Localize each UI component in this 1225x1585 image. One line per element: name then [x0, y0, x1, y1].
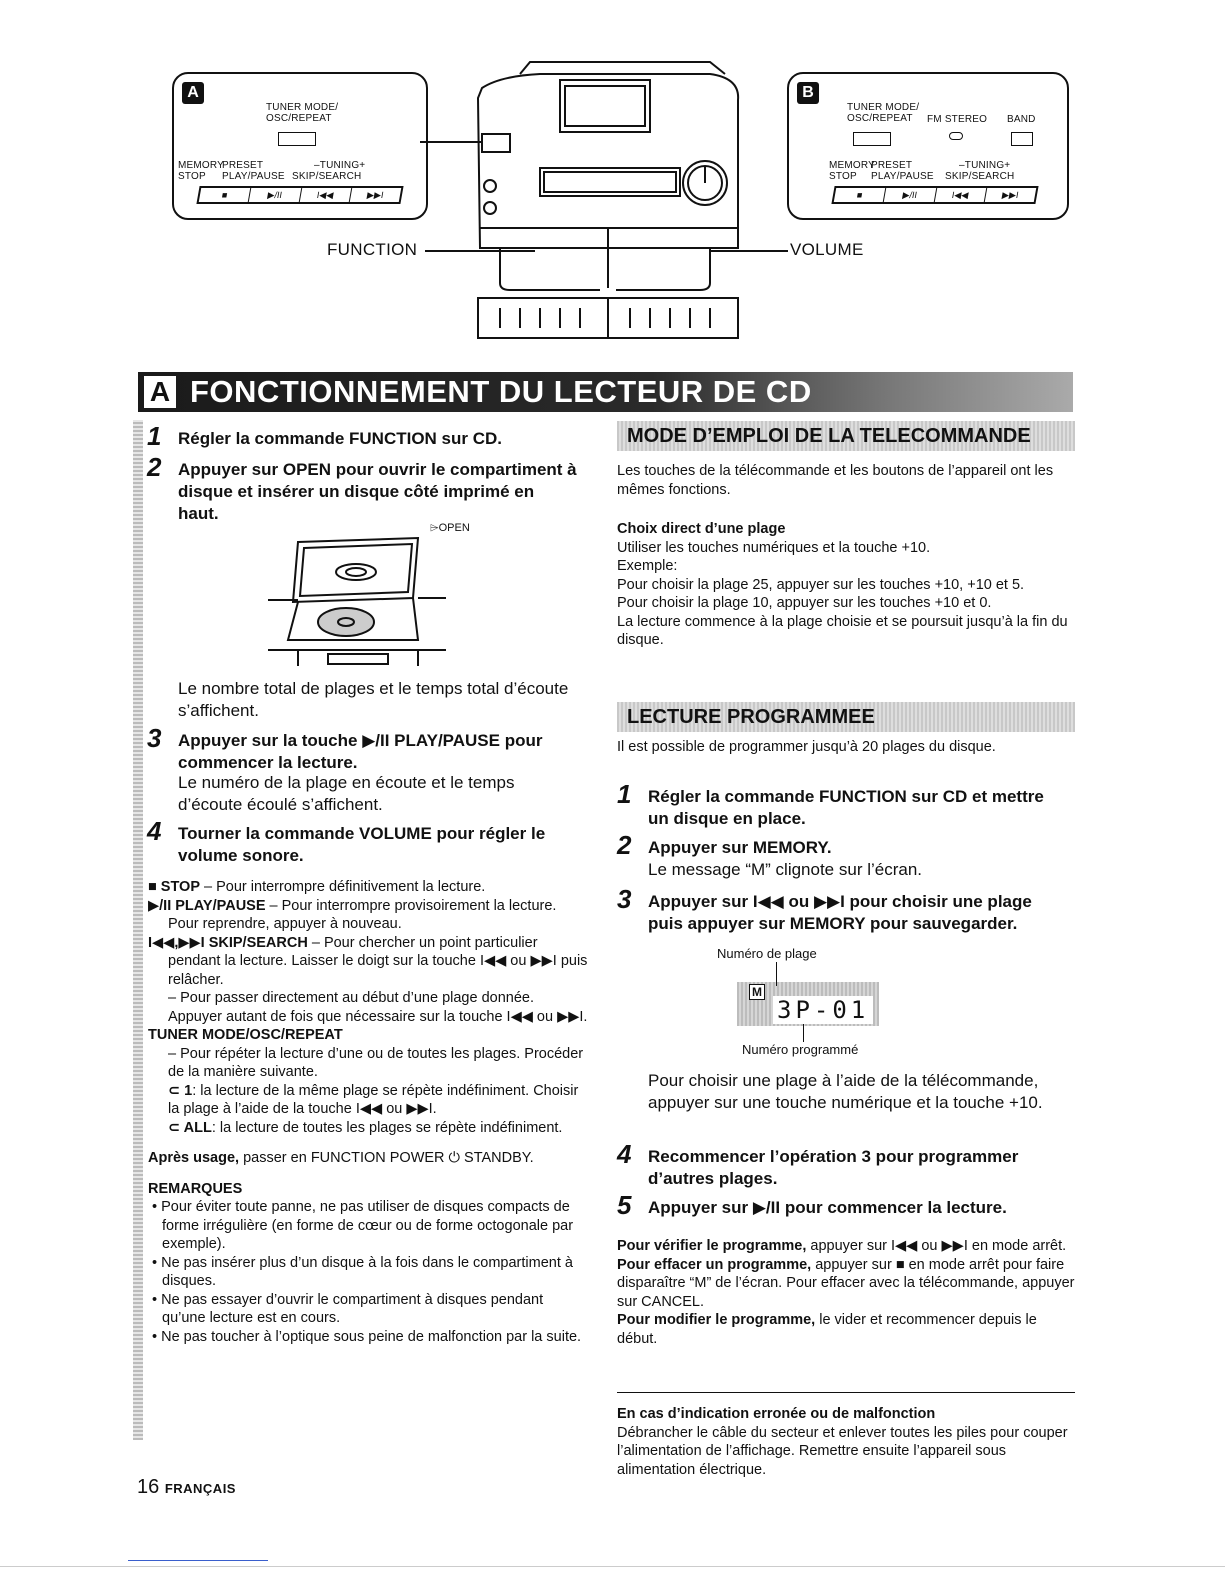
repeat-one-desc	[148, 1082, 588, 1119]
step-1-number: 1	[147, 421, 162, 451]
panel-a-repeat-button	[278, 132, 316, 146]
remark-2: • Ne pas insérer plus d’un disque à la fois dans le compartiment à disques.	[152, 1254, 573, 1289]
panel-b-repeat-button	[853, 132, 891, 146]
tuner-label: TUNER MODE/OSC/REPEAT	[148, 1027, 343, 1043]
lcd-value: 3P-01	[773, 996, 873, 1024]
prog-step-3-text: Appuyer sur I◀◀ ou ▶▶I pour choisir une plage puis appuyer sur MEMORY pour sauvegarder.	[648, 892, 1032, 933]
modify-note	[617, 1311, 1075, 1348]
error-block	[617, 1405, 1075, 1479]
panel-a-memory-stop: MEMORY STOP	[178, 160, 224, 182]
panel-a-tuner-mode: TUNER MODE/	[266, 102, 339, 113]
remark-3: • Ne pas essayer d’ouvrir le compartiment à disques pendant qu’une lecture est en cours.	[152, 1291, 544, 1326]
erase-text: appuyer sur ■ en mode arrêt pour faire disparaître “M” de l’écran. Pour effacer avec la télécommande, appuyer sur CANCEL.	[617, 1256, 1075, 1310]
play-text: – Pour interrompre provisoirement la lecture. Pour reprendre, appuyer à nouveau.	[168, 897, 557, 932]
panel-b-play-button: ▶/II	[884, 188, 937, 202]
prog-step-3-number: 3	[617, 884, 632, 914]
skip-label: I◀◀,▶▶I SKIP/SEARCH	[148, 934, 308, 951]
panel-a-osc-repeat: OSC/REPEAT	[266, 113, 332, 124]
play-desc	[148, 897, 588, 934]
lcd-display	[737, 982, 879, 1026]
prog-step-1-number: 1	[617, 779, 632, 809]
verify-text: appuyer sur I◀◀ ou ▶▶I en mode arrêt.	[806, 1238, 1067, 1254]
step-3-note: Le numéro de la plage en écoute et le temps d’écoute écoulé s’affichent.	[178, 773, 515, 814]
after-use	[148, 1149, 588, 1168]
remark-1: • Pour éviter toute panne, ne pas utiliser de disques compacts de forme irrégulière (en forme de cœur ou de forme octogonale par exemple).	[152, 1199, 574, 1252]
stop-label: ■ STOP	[148, 879, 201, 895]
direct-line-4: Pour choisir la plage 10, appuyer sur les touches +10 et 0.	[617, 595, 992, 611]
panel-a	[172, 72, 428, 220]
panel-b-band-button	[1011, 132, 1033, 146]
direct-line-2: Exemple:	[617, 558, 678, 574]
stereo-unit-illustration	[420, 58, 800, 348]
program-intro: Il est possible de programmer jusqu’à 20 plages du disque.	[617, 739, 996, 755]
panel-b-tuning: –TUNING+	[959, 160, 1011, 171]
play-label: ▶/II PLAY/PAUSE	[148, 897, 266, 914]
erase-label: Pour effacer un programme,	[617, 1256, 812, 1273]
direct-line-1: Utiliser les touches numériques et la touche +10.	[617, 539, 931, 556]
panel-b-osc-repeat: OSC/REPEAT	[847, 113, 913, 124]
prog-step-5-text: Appuyer sur ▶/II pour commencer la lecture.	[648, 1198, 1007, 1217]
program-number-label: Numéro programmé	[742, 1042, 859, 1057]
direct-title: Choix direct d’une plage	[617, 521, 786, 537]
panel-a-badge: A	[182, 82, 204, 104]
step-1-text: Régler la commande FUNCTION sur CD.	[178, 429, 503, 448]
bottom-link-line	[128, 1560, 268, 1561]
bottom-rule	[0, 1566, 1225, 1567]
modify-text: le vider et recommencer depuis le début.	[617, 1312, 1037, 1347]
step-4-text: Tourner la commande VOLUME pour régler le volume sonore.	[178, 824, 546, 865]
volume-callout: VOLUME	[790, 240, 864, 259]
prog-step-2-number: 2	[617, 830, 632, 860]
panel-b-button-row	[831, 186, 1038, 204]
panel-b-stereo-indicator	[949, 132, 963, 140]
panel-a-next-button: ▶▶I	[366, 190, 385, 200]
remote-intro: Les touches de la télécommande et les boutons de l’appareil ont les mêmes fonctions.	[617, 463, 1054, 498]
program-subhead: LECTURE PROGRAMMEE	[617, 702, 1075, 732]
direct-line-5: La lecture commence à la plage choisie et se poursuit jusqu’à la fin du disque.	[617, 613, 1068, 648]
prog-step-4-number: 4	[617, 1139, 632, 1169]
panel-b-preset-play: PRESET PLAY/PAUSE	[871, 160, 934, 182]
erase-note	[617, 1256, 1075, 1312]
step-4-number: 4	[147, 816, 162, 846]
panel-b-fm-stereo: FM STEREO	[927, 114, 988, 125]
tuner-text: – Pour répéter la lecture d’une ou de toutes les plages. Procéder de la manière suivante.	[168, 1045, 584, 1080]
repeat-all-desc	[148, 1119, 588, 1138]
modify-label: Pour modifier le programme,	[617, 1312, 816, 1328]
repeat-all-label: ⊂ ALL	[168, 1119, 212, 1136]
section-title: FONCTIONNEMENT DU LECTEUR DE CD	[190, 374, 812, 409]
panel-a-tuning: –TUNING+	[314, 160, 366, 171]
function-leader-line	[425, 250, 535, 252]
step-2-note: Le nombre total de plages et le temps total d’écoute s’affichent.	[178, 679, 569, 720]
panel-a-skip-search: SKIP/SEARCH	[292, 171, 362, 182]
repeat-one-text: : la lecture de la même plage se répète indéfiniment. Choisir la plage à l’aide de la touche I◀◀ ou ▶▶I.	[168, 1082, 579, 1117]
step-2-text: Appuyer sur OPEN pour ouvrir le compartiment à disque et insérer un disque côté imprimé en haut.	[178, 460, 577, 523]
panel-a-button-row	[196, 186, 403, 204]
verify-label: Pour vérifier le programme,	[617, 1238, 807, 1254]
prog-step-2-text: Appuyer sur MEMORY.	[648, 838, 832, 857]
open-label-text: OPEN	[438, 522, 470, 534]
error-title: En cas d’indication erronée ou de malfonction	[617, 1406, 936, 1422]
panel-b-badge: B	[797, 82, 819, 104]
program-notes	[617, 1237, 1075, 1348]
remarks-title: REMARQUES	[148, 1180, 243, 1197]
prog-step-4-text: Recommencer l’opération 3 pour programmer d’autres plages.	[648, 1147, 1019, 1188]
lcd-leader-top	[776, 962, 777, 986]
skip-desc	[148, 934, 588, 990]
panel-b-stop-button: ■	[834, 188, 887, 202]
prog-step-1-text: Régler la commande FUNCTION sur CD et mettre un disque en place.	[648, 787, 1044, 828]
repeat-all-text: : la lecture de toutes les plages se répète indéfiniment.	[211, 1119, 563, 1136]
footer-language: FRANÇAIS	[164, 1481, 236, 1496]
page-footer	[137, 1476, 236, 1499]
cd-tray-illustration	[268, 530, 448, 670]
step-2-number: 2	[147, 452, 162, 482]
section-letter: A	[144, 376, 176, 408]
page-number: 16	[137, 1476, 160, 1498]
volume-leader-line	[710, 250, 788, 252]
lcd-m-indicator: M	[749, 984, 765, 1000]
direct-line-3: Pour choisir la plage 25, appuyer sur les touches +10, +10 et 5.	[617, 576, 1025, 593]
skip-desc-2: – Pour passer directement au début d’une plage donnée. Appuyer autant de fois que nécessaire sur la touche I◀◀ ou ▶▶I.	[168, 990, 588, 1025]
prog-step-3-note: Pour choisir une plage à l’aide de la télécommande, appuyer sur une touche numérique et la touche +10.	[648, 1071, 1043, 1112]
panel-b-next-button: ▶▶I	[1001, 190, 1020, 200]
panel-b-memory-stop: MEMORY STOP	[829, 160, 875, 182]
after-use-text: passer en FUNCTION POWER ⏻ STANDBY.	[239, 1150, 534, 1166]
remark-4: • Ne pas toucher à l’optique sous peine de malfonction par la suite.	[152, 1328, 582, 1345]
panel-b-skip-search: SKIP/SEARCH	[945, 171, 1015, 182]
prog-step-5-number: 5	[617, 1190, 632, 1220]
panel-b-band: BAND	[1007, 114, 1036, 125]
error-text: Débrancher le câble du secteur et enlever toutes les piles pour couper l’alimentation de l’affichage. Remettre ensuite l’appareil sous alimentation électrique.	[617, 1424, 1068, 1478]
verify-note	[617, 1237, 1075, 1256]
remote-subhead: MODE D’EMPLOI DE LA TELECOMMANDE	[617, 421, 1075, 451]
left-margin-bar	[133, 420, 143, 1440]
panel-b	[787, 72, 1069, 220]
panel-a-play-button: ▶/II	[249, 188, 302, 202]
right-separator	[617, 1392, 1075, 1393]
open-icon: ⌲	[430, 522, 439, 534]
lcd-leader-bottom	[803, 1024, 804, 1042]
controls-description	[148, 878, 588, 1346]
function-callout: FUNCTION	[327, 240, 418, 259]
panel-b-tuner-mode: TUNER MODE/	[847, 102, 920, 113]
panel-b-prev-button: I◀◀	[934, 188, 987, 202]
stop-desc	[148, 878, 588, 897]
panel-a-prev-button: I◀◀	[299, 188, 352, 202]
direct-track-block	[617, 520, 1075, 650]
prog-step-2-note: Le message “M” clignote sur l’écran.	[648, 860, 923, 879]
repeat-one-label: ⊂ 1	[168, 1082, 193, 1099]
step-3-number: 3	[147, 723, 162, 753]
skip-text: – Pour chercher un point particulier pendant la lecture. Laisser le doigt sur la touche I◀◀ ou ▶▶I puis relâcher.	[168, 934, 588, 988]
step-3-text: Appuyer sur la touche ▶/II PLAY/PAUSE pour commencer la lecture.	[178, 731, 543, 772]
panel-a-preset-play: PRESET PLAY/PAUSE	[222, 160, 285, 182]
track-number-label: Numéro de plage	[717, 946, 817, 961]
panel-a-stop-button: ■	[199, 188, 252, 202]
stop-text: – Pour interrompre définitivement la lecture.	[200, 879, 486, 895]
after-use-label: Après usage,	[148, 1150, 240, 1166]
